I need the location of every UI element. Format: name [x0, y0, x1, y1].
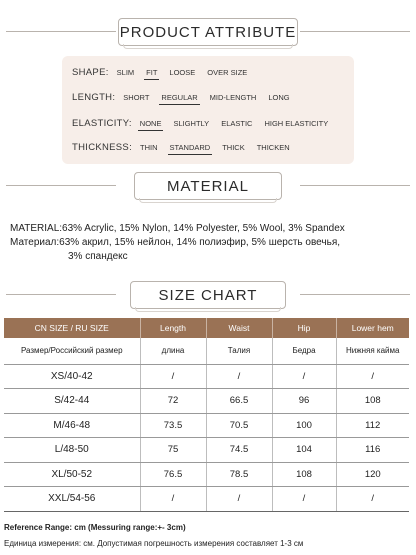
measurement-cell: 100	[272, 413, 336, 438]
measurement-cell: /	[140, 364, 206, 389]
size-table-header-ru	[4, 338, 409, 364]
attribute-option: SLIM	[116, 67, 135, 77]
attribute-option-selected: STANDARD	[169, 142, 211, 152]
column-header: Lower hem	[336, 318, 409, 338]
attribute-option-selected: REGULAR	[161, 92, 198, 102]
material-ru: Материал:63% акрил, 15% нейлон, 14% полиэфир, 5% шерсть овечья,	[10, 237, 341, 248]
attribute-label: SHAPE:	[72, 66, 109, 78]
size-chart-title: SIZE CHART	[130, 281, 286, 309]
measurement-cell: 108	[272, 462, 336, 487]
attribute-option-selected: FIT	[146, 67, 158, 77]
measurement-cell: 74.5	[206, 438, 272, 463]
size-table	[4, 318, 409, 512]
size-chart-banner	[0, 279, 416, 311]
size-cell: XXL/54-56	[4, 487, 140, 512]
measurement-cell: 96	[272, 389, 336, 414]
reference-range-note: Reference Range: cm (Messuring range:+- 3cm)	[4, 523, 186, 532]
attribute-panel	[62, 56, 354, 164]
column-header-ru: Нижняя кайма	[336, 338, 409, 364]
table-row	[4, 462, 409, 487]
attribute-label: THICKNESS:	[72, 141, 133, 153]
attribute-row	[72, 64, 259, 80]
table-row	[4, 413, 409, 438]
measurement-cell: /	[140, 487, 206, 512]
size-cell: S/42-44	[4, 389, 140, 414]
attribute-option: THICKEN	[256, 142, 290, 152]
product-attribute-banner	[0, 16, 416, 48]
size-table-header	[4, 318, 409, 338]
attribute-option: ELASTIC	[221, 118, 253, 128]
attribute-option: MID-LENGTH	[209, 92, 257, 102]
measurement-cell: 104	[272, 438, 336, 463]
attribute-row	[72, 139, 302, 155]
measurement-cell: /	[206, 487, 272, 512]
size-cell: XS/40-42	[4, 364, 140, 389]
table-row	[4, 487, 409, 512]
material-info	[10, 222, 410, 264]
material-title: MATERIAL	[134, 172, 282, 200]
measurement-cell: 75	[140, 438, 206, 463]
attribute-option: LONG	[268, 92, 290, 102]
column-header-ru: Размер/Российский размер	[4, 338, 140, 364]
column-header-ru: Талия	[206, 338, 272, 364]
measurement-cell: 112	[336, 413, 409, 438]
measurement-cell: 76.5	[140, 462, 206, 487]
measurement-cell: /	[336, 364, 409, 389]
size-cell: L/48-50	[4, 438, 140, 463]
column-header: CN SIZE / RU SIZE	[4, 318, 140, 338]
attribute-row	[72, 89, 302, 105]
measurement-cell: 72	[140, 389, 206, 414]
attribute-label: LENGTH:	[72, 91, 116, 103]
attribute-option: SHORT	[123, 92, 150, 102]
measurement-cell: /	[272, 364, 336, 389]
product-attribute-title: PRODUCT ATTRIBUTE	[118, 18, 298, 46]
material-ru-continued: 3% спандекс	[68, 251, 128, 262]
banner-divider-left	[6, 185, 116, 186]
measurement-cell: 66.5	[206, 389, 272, 414]
measurement-cell: 70.5	[206, 413, 272, 438]
attribute-option: HIGH ELASTICITY	[264, 118, 329, 128]
banner-divider-left	[6, 294, 116, 295]
material-banner	[0, 170, 416, 202]
column-header-ru: длина	[140, 338, 206, 364]
measurement-note-ru: Единица измерения: см. Допустимая погрешность измерения составляет 1-3 см	[4, 539, 304, 548]
material-en: MATERIAL:63% Acrylic, 15% Nylon, 14% Polyester, 5% Wool, 3% Spandex	[10, 223, 345, 234]
table-row	[4, 438, 409, 463]
size-cell: M/46-48	[4, 413, 140, 438]
table-row	[4, 364, 409, 389]
measurement-cell: /	[206, 364, 272, 389]
column-header: Waist	[206, 318, 272, 338]
attribute-option: SLIGHTLY	[173, 118, 210, 128]
measurement-cell: 108	[336, 389, 409, 414]
banner-divider-right	[300, 31, 410, 32]
measurement-cell: 116	[336, 438, 409, 463]
attribute-option: OVER SIZE	[207, 67, 248, 77]
measurement-cell: /	[336, 487, 409, 512]
table-row	[4, 389, 409, 414]
attribute-option: THIN	[140, 142, 158, 152]
measurement-cell: 120	[336, 462, 409, 487]
column-header-ru: Бедра	[272, 338, 336, 364]
attribute-option: THICK	[222, 142, 245, 152]
banner-divider-right	[300, 294, 410, 295]
column-header: Length	[140, 318, 206, 338]
attribute-option: LOOSE	[169, 67, 196, 77]
measurement-cell: /	[272, 487, 336, 512]
banner-divider-right	[300, 185, 410, 186]
attribute-row	[72, 115, 340, 131]
measurement-cell: 73.5	[140, 413, 206, 438]
measurement-cell: 78.5	[206, 462, 272, 487]
attribute-option-selected: NONE	[139, 118, 162, 128]
size-cell: XL/50-52	[4, 462, 140, 487]
attribute-label: ELASTICITY:	[72, 117, 132, 129]
column-header: Hip	[272, 318, 336, 338]
banner-divider-left	[6, 31, 116, 32]
